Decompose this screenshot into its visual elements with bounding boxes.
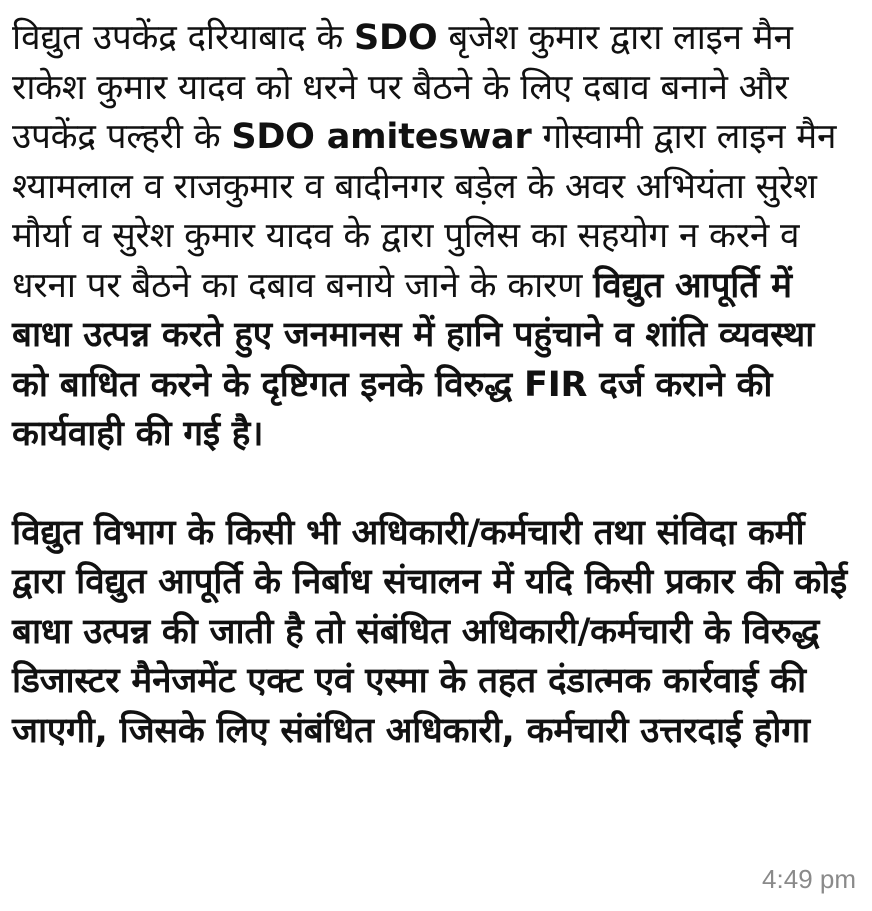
message-paragraph-2: विद्युत विभाग के किसी भी अधिकारी/कर्मचारी तथा संविदा कर्मी द्वारा विद्युत आपूर्ति के निर्बाध संचालन में यदि किसी प्रकार की कोई बाधा उत्पन्न की जाती है तो संबंधित अधिकारी/कर्मचारी के विरुद्ध डिजास्टर मैनेजमेंट एक्ट एवं एस्मा के तहत दंडात्मक कार्रवाई की जाएगी, जिसके लिए संबंधित अधिकारी, कर्मचारी उत्तरदाई होगा: [12, 512, 848, 751]
message-timestamp: 4:49 pm: [762, 864, 856, 894]
paragraph-1-bold-1: SDO: [354, 18, 438, 58]
paragraph-1-text-1: विद्युत उपकेंद्र दरियाबाद के: [12, 18, 354, 58]
paragraph-1-text-3: गोस्वामी द्वारा लाइन मैन श्यामलाल व राजकुमार व बादीनगर बड़ेल के अवर अभियंता सुरेश मौर्या व सुरेश कुमार यादव के द्वारा पुलिस का सहयोग न करने व धरना पर बैठने का दबाव बनाये जाने के कारण: [12, 117, 837, 306]
paragraph-1-bold-2: SDO amiteswar: [231, 117, 532, 157]
message-text: [12, 14, 852, 756]
message-paragraph-1: [12, 14, 852, 460]
paragraph-1-bold-3: विद्युत आपूर्ति में बाधा उत्पन्न करते हुए जनमानस में हानि पहुंचाने व शांति व्यवस्था को बाधित करने के दृष्टिगत इनके विरुद्ध FIR दर्ज कराने की कार्यवाही की गई है।: [12, 265, 815, 454]
paragraph-1-text-2: बृजेश कुमार द्वारा लाइन मैन राकेश कुमार यादव को धरने पर बैठने के लिए दबाव बनाने और उपकेंद्र पल्हरी के: [12, 18, 793, 157]
